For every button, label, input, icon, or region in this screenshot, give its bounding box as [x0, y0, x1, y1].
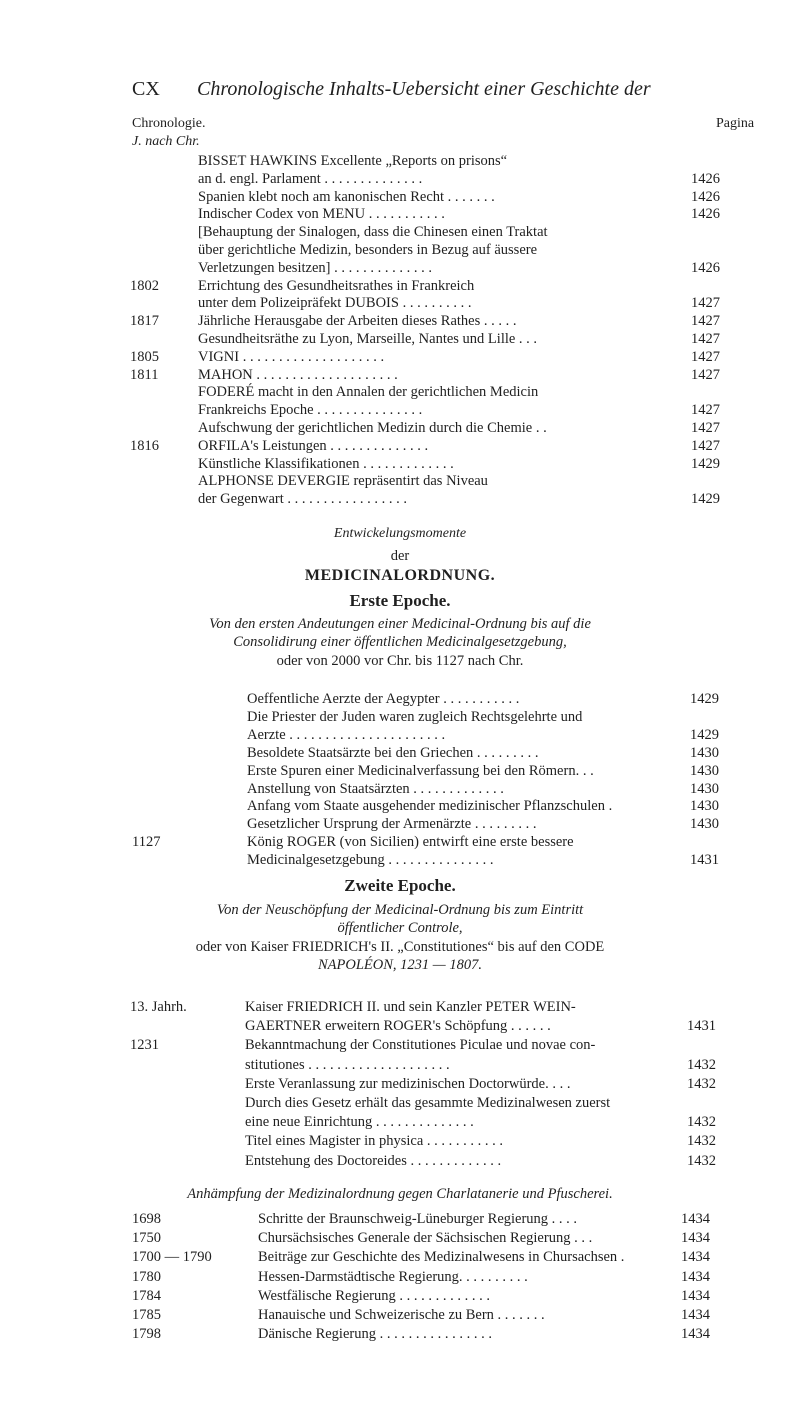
entry-text: ORFILA's Leistungen . . . . . . . . . . . . . . — [198, 437, 429, 454]
entry-page: 1432 — [687, 1152, 716, 1169]
entry-page: 1426 — [691, 170, 720, 187]
entry-row — [0, 223, 800, 241]
entry-year: 1750 — [132, 1230, 161, 1247]
entry-text: unter dem Polizeipräfekt DUBOIS . . . . . . . . . . — [198, 295, 472, 312]
entry-row — [0, 188, 800, 206]
entry-text: Die Priester der Juden waren zugleich Rechtsgelehrte und — [247, 708, 583, 725]
entry-page: 1427 — [691, 420, 720, 436]
entry-text: Erste Spuren einer Medicinalverfassung bei den Römern. . . — [247, 762, 594, 779]
entry-text: König ROGER (von Sicilien) entwirft eine erste bessere — [247, 834, 574, 851]
entry-row — [0, 1036, 800, 1054]
entry-page: 1427 — [691, 348, 720, 365]
entry-row — [0, 1229, 800, 1247]
entry-row — [0, 762, 800, 780]
epoch1-subtitle-line2: Consolidirung einer öffentlichen Medicinalgesetzgebung, — [233, 634, 567, 650]
entry-page: 1427 — [691, 313, 720, 330]
entry-text: MAHON . . . . . . . . . . . . . . . . . . . . — [198, 366, 398, 383]
entry-row — [0, 1056, 800, 1074]
entry-text: Besoldete Staatsärzte bei den Griechen . . . . . . . . . — [247, 744, 539, 761]
entry-text: Indischer Codex von MENU . . . . . . . . . . . — [198, 206, 445, 223]
entry-text: Medicinalgesetzgebung . . . . . . . . . . . . . . . — [247, 852, 494, 869]
entry-row — [0, 1094, 800, 1112]
entry-text: Frankreichs Epoche . . . . . . . . . . . . . . . — [198, 402, 423, 419]
entry-text: über gerichtliche Medizin, besonders in Bezug auf äussere — [198, 242, 538, 258]
entry-text: Erste Veranlassung zur medizinischen Doctorwürde. . . . — [245, 1075, 571, 1092]
entry-page: 1427 — [691, 437, 720, 454]
entry-text: Anstellung von Staatsärzten . . . . . . . . . . . . . — [247, 780, 504, 797]
epoch2-subtitle-line1: Von der Neuschöpfung der Medicinal-Ordnung bis zum Eintritt — [216, 902, 584, 918]
section-heading-line1: Entwickelungsmomente — [333, 526, 467, 541]
entry-year: 1805 — [130, 348, 159, 365]
section-heading-line2: der — [390, 548, 410, 564]
entry-row — [0, 330, 800, 348]
entry-text: Schritte der Braunschweig-Lüneburger Regierung . . . . — [258, 1211, 578, 1227]
entry-page: 1426 — [691, 259, 720, 276]
entry-row — [0, 472, 800, 490]
entry-text: Titel eines Magister in physica . . . . . . . . . . . — [245, 1133, 504, 1150]
entry-text: Durch dies Gesetz erhält das gesammte Medizinalwesen zuerst — [245, 1095, 611, 1111]
entry-text: eine neue Einrichtung . . . . . . . . . . . . . . — [245, 1114, 474, 1131]
section-heading-title: MEDICINALORDNUNG. — [304, 567, 496, 584]
entry-text: VIGNI . . . . . . . . . . . . . . . . . . . . — [198, 348, 385, 365]
entry-text: Künstliche Klassifikationen . . . . . . . . . . . . . — [198, 455, 454, 472]
entry-page: 1434 — [681, 1307, 710, 1323]
entry-year: 1784 — [132, 1287, 161, 1304]
entry-text: an d. engl. Parlament . . . . . . . . . . . . . . — [198, 170, 423, 187]
entry-year: 1802 — [130, 277, 159, 294]
epoch2-subtitle-line3: oder von Kaiser FRIEDRICH's II. „Constitutiones“ bis auf den CODE — [195, 939, 605, 955]
entry-page: 1429 — [690, 691, 719, 707]
entry-row — [0, 419, 800, 437]
entry-text: Errichtung des Gesundheitsrathes in Frankreich — [198, 277, 475, 294]
entry-row — [0, 690, 800, 708]
entry-row — [0, 1287, 800, 1305]
entry-text: BISSET HAWKINS Excellente „Reports on prisons“ — [198, 153, 508, 169]
entry-row — [0, 1075, 800, 1093]
entry-page: 1431 — [690, 852, 719, 869]
epoch1-subtitle-line1: Von den ersten Andeutungen einer Medicinal-Ordnung bis auf die — [209, 616, 591, 632]
entry-page: 1427 — [691, 295, 720, 312]
entry-text: Kaiser FRIEDRICH II. und sein Kanzler PETER WEIN- — [245, 999, 576, 1015]
entry-page: 1430 — [690, 780, 719, 797]
entry-text: Aufschwung der gerichtlichen Medizin durch die Chemie . . — [198, 420, 547, 436]
entry-year: 1698 — [132, 1211, 161, 1227]
entry-year: 1780 — [132, 1268, 161, 1285]
entry-page: 1434 — [681, 1268, 710, 1285]
entry-text: Chursächsisches Generale der Sächsischen Regierung . . . — [258, 1230, 593, 1247]
entry-page: 1434 — [681, 1326, 710, 1343]
entry-page: 1430 — [690, 744, 719, 761]
entry-row — [0, 455, 800, 473]
entry-row — [0, 797, 800, 815]
running-title: Chronologische Inhalts-Uebersicht einer Geschichte der — [197, 78, 651, 100]
entry-year: 1231 — [130, 1037, 159, 1054]
entry-page: 1430 — [690, 762, 719, 779]
entry-row — [0, 312, 800, 330]
entry-row — [0, 1306, 800, 1324]
entry-row — [0, 726, 800, 744]
entry-row — [0, 815, 800, 833]
entry-page: 1432 — [687, 1133, 716, 1150]
entry-row — [0, 780, 800, 798]
entry-page: 1430 — [690, 816, 719, 833]
entry-page: 1429 — [690, 726, 719, 743]
entry-text: Beiträge zur Geschichte des Medizinalwesens in Chursachsen . — [258, 1249, 625, 1266]
entry-text: ALPHONSE DEVERGIE repräsentirt das Niveau — [198, 473, 488, 490]
entry-row — [0, 383, 800, 401]
entry-row — [0, 1268, 800, 1286]
entry-text: stitutiones . . . . . . . . . . . . . . . . . . . . — [245, 1056, 450, 1073]
entry-page: 1427 — [691, 331, 720, 347]
epoch2-title: Zweite Epoche. — [344, 876, 456, 895]
entry-row — [0, 1017, 800, 1035]
entry-page: 1430 — [690, 798, 719, 815]
entry-page: 1432 — [687, 1075, 716, 1092]
entry-page: 1429 — [691, 455, 720, 472]
entry-row — [0, 708, 800, 726]
entry-text: Aerzte . . . . . . . . . . . . . . . . . . . . . . — [247, 726, 446, 743]
entry-text: Hanauische und Schweizerische zu Bern . . . . . . . — [258, 1307, 545, 1323]
entry-year: 13. Jahrh. — [130, 999, 187, 1015]
entry-text: Oeffentliche Aerzte der Aegypter . . . . . . . . . . . — [247, 691, 520, 707]
entry-row — [0, 998, 800, 1016]
entry-row — [0, 744, 800, 762]
column-heading-chronology: Chronologie. — [132, 116, 206, 131]
entry-page: 1427 — [691, 366, 720, 383]
entry-row — [0, 1210, 800, 1228]
entry-text: Gesundheitsräthe zu Lyon, Marseille, Nantes und Lille . . . — [198, 331, 538, 347]
page-number-roman: CX — [132, 78, 160, 100]
entry-page: 1431 — [687, 1018, 716, 1035]
entry-year: 1816 — [130, 437, 159, 454]
entry-year: 1817 — [130, 313, 159, 330]
subsection-title: Anhämpfung der Medizinalordnung gegen Charlatanerie und Pfuscherei. — [187, 1186, 613, 1202]
entry-page: 1434 — [681, 1287, 710, 1304]
entry-row — [0, 277, 800, 295]
entry-row — [0, 205, 800, 223]
entry-row — [0, 348, 800, 366]
column-heading-year: J. nach Chr. — [132, 134, 200, 149]
entry-page: 1427 — [691, 402, 720, 419]
entry-row — [0, 1113, 800, 1131]
entry-row — [0, 1248, 800, 1266]
entry-page: 1426 — [691, 206, 720, 223]
entry-row — [0, 294, 800, 312]
entry-page: 1432 — [687, 1056, 716, 1073]
entry-text: GAERTNER erweitern ROGER's Schöpfung . . . . . . — [245, 1018, 551, 1035]
epoch2-subtitle-line2: öffentlicher Controle, — [337, 920, 463, 936]
entry-page: 1434 — [681, 1249, 710, 1266]
entry-row — [0, 1325, 800, 1343]
entry-text: Hessen-Darmstädtische Regierung. . . . . . . . . . — [258, 1268, 528, 1285]
epoch2-subtitle-line4: NAPOLÉON, 1231 — 1807. — [318, 957, 482, 973]
entry-text: Jährliche Herausgabe der Arbeiten dieses Rathes . . . . . — [198, 313, 517, 330]
entry-year: 1127 — [132, 834, 161, 851]
entry-year: 1785 — [132, 1307, 161, 1323]
entry-year: 1700 — 1790 — [132, 1249, 212, 1266]
entry-page: 1432 — [687, 1114, 716, 1131]
entry-text: Entstehung des Doctoreides . . . . . . . . . . . . . — [245, 1152, 502, 1169]
entry-row — [0, 170, 800, 188]
entry-text: Anfang vom Staate ausgehender medizinischer Pflanzschulen . — [247, 798, 613, 815]
entry-row — [0, 833, 800, 851]
entry-page: 1429 — [691, 491, 720, 508]
entry-row — [0, 851, 800, 869]
epoch1-title: Erste Epoche. — [349, 591, 451, 610]
entry-row — [0, 1152, 800, 1170]
entry-row — [0, 241, 800, 259]
entry-text: FODERÉ macht in den Annalen der gerichtlichen Medicin — [198, 384, 539, 401]
entry-text: [Behauptung der Sinalogen, dass die Chinesen einen Traktat — [198, 224, 548, 241]
entry-text: der Gegenwart . . . . . . . . . . . . . . . . . — [198, 491, 407, 508]
entry-row — [0, 152, 800, 170]
entry-year: 1798 — [132, 1326, 161, 1343]
epoch1-subtitle-line3: oder von 2000 vor Chr. bis 1127 nach Chr. — [276, 653, 524, 669]
entry-page: 1434 — [681, 1211, 710, 1227]
entry-text: Spanien klebt noch am kanonischen Recht . . . . . . . — [198, 188, 495, 205]
entry-row — [0, 259, 800, 277]
entry-text: Gesetzlicher Ursprung der Armenärzte . . . . . . . . . — [247, 816, 537, 833]
entry-row — [0, 437, 800, 455]
entry-text: Bekanntmachung der Constitutiones Piculae und novae con- — [245, 1037, 596, 1054]
entry-page: 1434 — [681, 1230, 710, 1247]
entry-row — [0, 490, 800, 508]
entry-text: Verletzungen besitzen] . . . . . . . . . . . . . . — [198, 259, 432, 276]
entry-page: 1426 — [691, 188, 720, 205]
entry-text: Dänische Regierung . . . . . . . . . . . . . . . . — [258, 1326, 492, 1343]
entry-row — [0, 401, 800, 419]
entry-row — [0, 366, 800, 384]
entry-row — [0, 1132, 800, 1150]
entry-text: Westfälische Regierung . . . . . . . . . . . . . — [258, 1287, 490, 1304]
column-heading-pagina: Pagina — [716, 116, 755, 131]
entry-year: 1811 — [130, 366, 159, 383]
